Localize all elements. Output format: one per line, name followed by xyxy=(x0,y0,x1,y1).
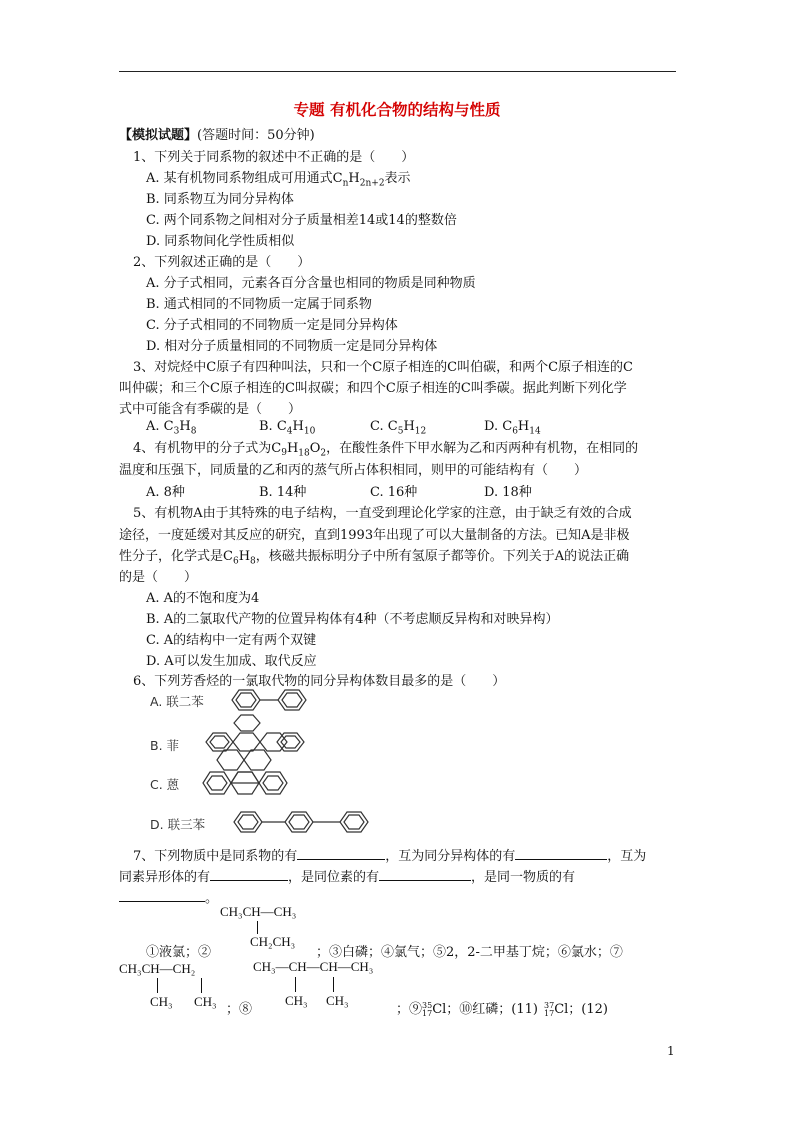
struct-7-top: CH₃CH—CH₂ xyxy=(119,961,196,976)
blank-homologs[interactable] xyxy=(297,847,385,860)
q2-option-d: D. 相对分子质量相同的不同物质一定是同分异构体 xyxy=(146,339,438,354)
q5-line1: 5、有机物A由于其特殊的电子结构，一直受到理论化学家的注意，由于缺乏有效的合成 xyxy=(133,506,632,521)
q1-option-b: B. 同系物互为同分异构体 xyxy=(146,192,294,207)
q6-option-b-label: B. 菲 xyxy=(150,738,180,753)
q5-option-d: D. A可以发生加成、取代反应 xyxy=(146,654,317,669)
q1-option-d: D. 同系物间化学性质相似 xyxy=(146,234,295,249)
q6-stem: 6、下列芳香烃的一氯取代物的同分异构体数目最多的是（ ） xyxy=(133,674,506,689)
page-number: 1 xyxy=(667,1044,675,1058)
q7-line1: 7、下列物质中是同系物的有 ，互为同分异构体的有 ，互为 xyxy=(133,849,647,864)
q3-line1: 3、对烷烃中C原子有四种叫法，只和一个C原子相连的C叫伯碳，和两个C原子相连的C xyxy=(133,360,634,375)
anthracene-structure xyxy=(203,750,287,794)
struct-8-bottom-left: CH₃ xyxy=(285,993,308,1008)
q1-a-sub: 2n+2 xyxy=(359,178,385,189)
q4-option-d: D. 18种 xyxy=(484,485,532,500)
q6-option-d-label: D. 联三苯 xyxy=(150,817,206,832)
struct-8-bond-left xyxy=(295,977,296,992)
q2-option-a: A. 分子式相同，元素各百分含量也相同的物质是同种物质 xyxy=(146,276,476,291)
phenanthrene-structure xyxy=(206,715,304,751)
q5-option-a: A. A的不饱和度为4 xyxy=(146,591,260,606)
q3-option-d: D. $C_6H_{14}$ xyxy=(484,419,541,437)
terphenyl-structure xyxy=(234,812,368,832)
struct-7-bond-left xyxy=(157,978,158,993)
q3-option-a: A. $C_3H_8$ xyxy=(146,419,197,437)
q5-line3: 性分子，化学式是$C_6H_8$，核磁共振标明分子中所有氢原子都等价。下列关于A的说法正确 xyxy=(119,549,630,567)
q7-items-c: ；⑨35 17Cl；⑩红磷；(11) 37 17Cl；(12) xyxy=(396,1000,608,1018)
page-title: 专题 有机化合物的结构与性质 xyxy=(293,101,501,119)
struct-8-bottom-right: CH₃ xyxy=(326,993,349,1008)
exam-label: 【模拟试题】 xyxy=(119,128,198,143)
q7-items-a: ①液氯；② xyxy=(146,945,212,960)
q6-option-a-label: A. 联二苯 xyxy=(150,694,204,709)
struct-2-bond xyxy=(257,921,258,934)
q4-option-a: A. 8种 xyxy=(146,485,185,500)
time-note: (答题时间：50分钟) xyxy=(197,128,315,143)
q4-line2: 温度和压强下，同质量的乙和丙的蒸气所占体积相同，则甲的可能结构有（ ） xyxy=(119,463,588,478)
q7-line3: 。 xyxy=(119,887,218,906)
blank-isotopes[interactable] xyxy=(379,868,471,881)
q4-option-c: C. 16种 xyxy=(370,485,418,500)
blank-isomers[interactable] xyxy=(515,847,607,860)
q1-a-h: H xyxy=(348,171,360,186)
q7-sep-8: ；⑧ xyxy=(226,1002,253,1017)
struct-7-bottom-right: CH₃ xyxy=(194,994,217,1009)
q5-option-b: B. A的二氯取代产物的位置异构体有4种（不考虑顺反异构和对映异构） xyxy=(146,612,559,627)
struct-2-top: CH₃CH—CH₃ xyxy=(220,904,297,919)
q2-stem: 2、下列叙述正确的是（ ） xyxy=(133,255,311,270)
q5-line4: 的是（ ） xyxy=(119,570,198,585)
q5-line2: 途径，一度延缓对其反应的研究，直到1993年出现了可以大量制备的方法。已知A是非极 xyxy=(119,528,630,543)
q2-option-c: C. 分子式相同的不同物质一定是同分异构体 xyxy=(146,318,398,333)
q5-option-c: C. A的结构中一定有两个双键 xyxy=(146,633,317,648)
q7-line2: 同素异形体的有 ，是同位素的有 ，是同一物质的有 xyxy=(119,870,576,885)
biphenyl-structure xyxy=(232,690,306,710)
q3-line3: 式中可能含有季碳的是（ ） xyxy=(119,402,302,417)
q1-a-post: 表示 xyxy=(384,171,411,186)
q1-option-c: C. 两个同系物之间相对分子质量相差14或14的整数倍 xyxy=(146,213,457,228)
q4-line1: 4、有机物甲的分子式为$C_9H_{18}O_2$，在酸性条件下甲水解为乙和丙两种有机物，在相同的 xyxy=(133,441,639,459)
q1-a-text: A. 某有机物同系物组成可用通式C xyxy=(146,171,343,186)
struct-2-bottom: CH₂CH₃ xyxy=(250,934,296,949)
q7-items-b: ；③白磷；④氯气；⑤2，2-二甲基丁烷；⑥氯水；⑦ xyxy=(316,945,623,960)
blank-allotropes[interactable] xyxy=(210,868,288,881)
q4-option-b: B. 14种 xyxy=(259,485,307,500)
q1-a-sub-n: n xyxy=(342,178,349,189)
struct-8-top: CH₃—CH—CH—CH₃ xyxy=(253,959,374,974)
q3-option-b: B. $C_4H_{10}$ xyxy=(259,419,316,437)
struct-8-bond-right xyxy=(333,977,334,992)
q6-option-c-label: C. 蒽 xyxy=(150,777,180,792)
q3-line2: 叫仲碳；和三个C原子相连的C叫叔碳；和四个C原子相连的C叫季碳。据此判断下列化学 xyxy=(119,381,627,396)
struct-7-bottom-left: CH₃ xyxy=(150,994,173,1009)
q3-option-c: C. $C_5H_{12}$ xyxy=(370,419,427,437)
struct-7-bond-right xyxy=(201,978,202,993)
blank-same-substance[interactable] xyxy=(119,889,205,902)
q1-stem: 1、下列关于同系物的叙述中不正确的是（ ） xyxy=(133,150,415,165)
q2-option-b: B. 通式相同的不同物质一定属于同系物 xyxy=(146,297,372,312)
